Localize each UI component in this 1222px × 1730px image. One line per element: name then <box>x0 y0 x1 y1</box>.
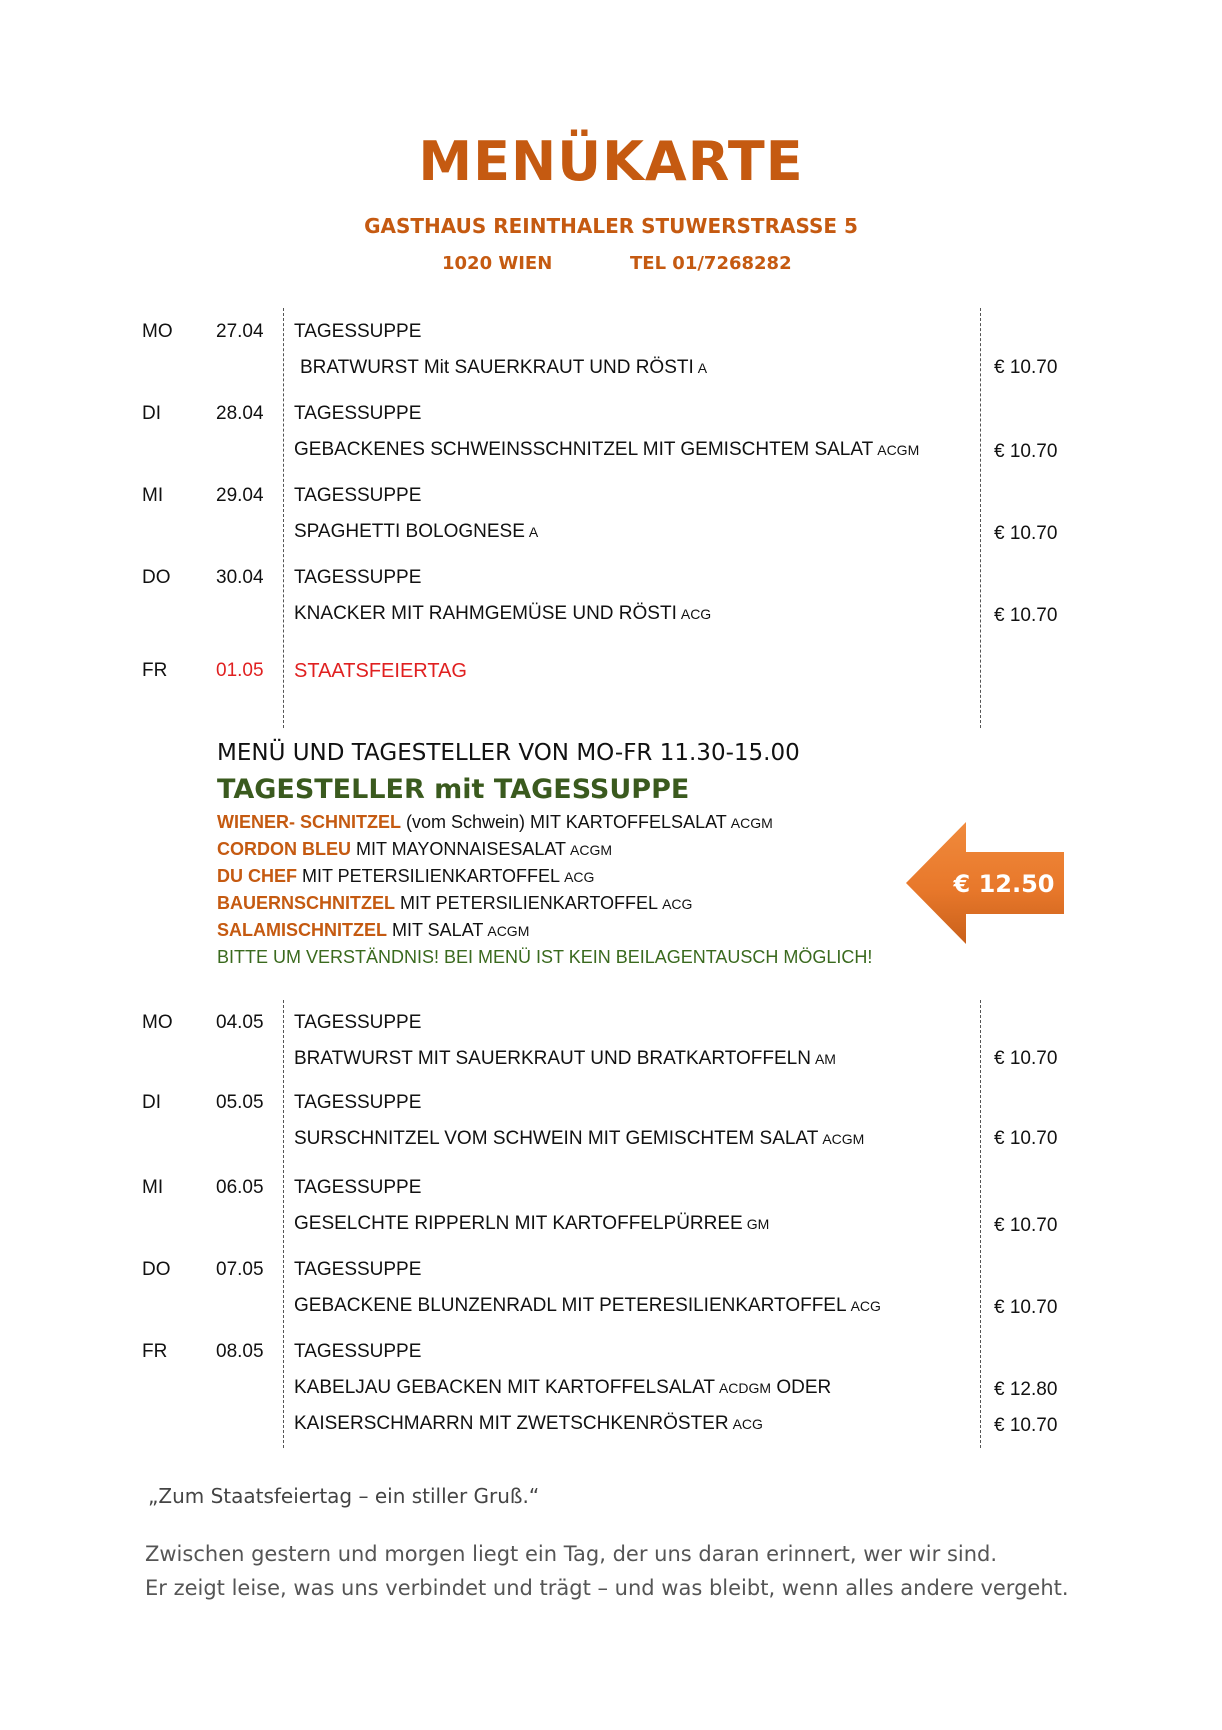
allergen-codes: ACG <box>564 869 595 885</box>
dish-name: SURSCHNITZEL VOM SCHWEIN MIT GEMISCHTEM SALAT <box>294 1128 819 1149</box>
weekday: DI <box>142 403 161 424</box>
dish-name: GESELCHTE RIPPERLN MIT KARTOFFELPÜRREE <box>294 1213 743 1234</box>
menu-item <box>217 839 977 866</box>
dish-name: BRATWURST Mit SAUERKRAUT UND RÖSTI <box>300 357 694 378</box>
holiday-text-line-2: Er zeigt leise, was uns verbindet und trägt – und was bleibt, wenn alles andere vergeht. <box>145 1576 1069 1600</box>
date: 28.04 <box>216 403 264 424</box>
soup: TAGESSUPPE <box>294 567 422 588</box>
date: 27.04 <box>216 321 264 342</box>
allergen-codes: ACG <box>732 1416 763 1432</box>
weekday: FR <box>142 660 168 681</box>
price: € 10.70 <box>994 1215 1058 1236</box>
main-dish <box>294 603 711 625</box>
dish-conjunction: ODER <box>776 1377 832 1398</box>
main-dish <box>294 1377 831 1399</box>
price: € 10.70 <box>994 357 1058 378</box>
column-divider-right <box>980 308 981 728</box>
soup: TAGESSUPPE <box>294 1341 422 1362</box>
dish-name: GEBACKENE BLUNZENRADL MIT PETERESILIENKARTOFFEL <box>294 1295 847 1316</box>
menu-heading: TAGESTELLER mit TAGESSUPPE <box>217 774 690 805</box>
menu-item-name: DU CHEF <box>217 866 297 886</box>
restaurant-address: GASTHAUS REINTHALER STUWERSTRASSE 5 <box>364 214 858 238</box>
menu-item-name: CORDON BLEU <box>217 839 351 859</box>
date: 04.05 <box>216 1012 264 1033</box>
price: € 10.70 <box>994 1048 1058 1069</box>
weekday: MO <box>142 321 173 342</box>
price: € 10.70 <box>994 605 1058 626</box>
price: € 10.70 <box>994 1297 1058 1318</box>
menu-price: € 12.50 <box>953 870 1055 898</box>
menu-item-desc: MIT PETERSILIENKARTOFFEL <box>297 866 561 886</box>
soup: TAGESSUPPE <box>294 1259 422 1280</box>
allergen-codes: ACG <box>680 606 712 622</box>
allergen-codes: ACG <box>850 1298 881 1314</box>
dish-name: BRATWURST MIT SAUERKRAUT UND BRATKARTOFFELN <box>294 1048 811 1069</box>
column-divider-left <box>283 308 284 728</box>
date: 07.05 <box>216 1259 264 1280</box>
allergen-codes: ACDGM <box>718 1380 772 1396</box>
dish-name: GEBACKENES SCHWEINSSCHNITZEL MIT GEMISCHTEM SALAT <box>294 439 874 460</box>
weekday: MO <box>142 1012 173 1033</box>
menu-item-desc: (vom Schwein) MIT KARTOFFELSALAT <box>401 812 727 832</box>
main-dish <box>300 357 707 379</box>
dish-name: KAISERSCHMARRN MIT ZWETSCHKENRÖSTER <box>294 1413 729 1434</box>
holiday-quote: „Zum Staatsfeiertag – ein stiller Gruß.“ <box>148 1484 540 1508</box>
soup: TAGESSUPPE <box>294 321 422 342</box>
allergen-codes: ACGM <box>487 923 530 939</box>
allergen-codes: AM <box>814 1051 836 1067</box>
allergen-codes: ACGM <box>822 1131 865 1147</box>
dish-name: KABELJAU GEBACKEN MIT KARTOFFELSALAT <box>294 1377 715 1398</box>
soup: TAGESSUPPE <box>294 1092 422 1113</box>
date: 30.04 <box>216 567 264 588</box>
price: € 10.70 <box>994 523 1058 544</box>
allergen-codes: ACGM <box>877 442 920 458</box>
allergen-codes: A <box>697 360 708 376</box>
menu-item-desc: MIT PETERSILIENKARTOFFEL <box>395 893 659 913</box>
main-dish <box>294 1413 763 1435</box>
daily-menu-block <box>217 740 977 974</box>
date: 08.05 <box>216 1341 264 1362</box>
main-dish <box>294 1048 836 1070</box>
restaurant-phone: TEL 01/7268282 <box>630 253 792 274</box>
allergen-codes: ACGM <box>730 815 773 831</box>
weekday: MI <box>142 485 164 506</box>
main-dish <box>294 1128 864 1150</box>
menu-item-name: BAUERNSCHNITZEL <box>217 893 395 913</box>
allergen-codes: ACG <box>662 896 693 912</box>
menu-item <box>217 812 977 839</box>
main-dish <box>294 521 538 543</box>
restaurant-city: 1020 WIEN <box>442 253 553 274</box>
menu-item-name: WIENER- SCHNITZEL <box>217 812 401 832</box>
price: € 12.80 <box>994 1379 1058 1400</box>
price: € 10.70 <box>994 1415 1058 1436</box>
dish-name: KNACKER MIT RAHMGEMÜSE UND RÖSTI <box>294 603 677 624</box>
date: 01.05 <box>216 660 264 681</box>
soup: TAGESSUPPE <box>294 485 422 506</box>
menu-item <box>217 920 977 947</box>
menu-item-desc: MIT SALAT <box>387 920 484 940</box>
menu-item-desc: MIT MAYONNAISESALAT <box>351 839 567 859</box>
date: 06.05 <box>216 1177 264 1198</box>
soup: TAGESSUPPE <box>294 1177 422 1198</box>
menu-note: BITTE UM VERSTÄNDNIS! BEI MENÜ IST KEIN BEILAGENTAUSCH MÖGLICH! <box>217 947 873 967</box>
column-divider-left <box>283 1000 284 1448</box>
main-dish <box>294 1295 881 1317</box>
soup: TAGESSUPPE <box>294 1012 422 1033</box>
allergen-codes: ACGM <box>570 842 613 858</box>
holiday-label: STAATSFEIERTAG <box>294 660 467 682</box>
page-title: MENÜKARTE <box>418 130 804 193</box>
price: € 10.70 <box>994 441 1058 462</box>
price: € 10.70 <box>994 1128 1058 1149</box>
column-divider-right <box>980 1000 981 1448</box>
weekday: DO <box>142 1259 171 1280</box>
allergen-codes: GM <box>746 1216 770 1232</box>
menu-item <box>217 893 977 920</box>
holiday-text-line-1: Zwischen gestern und morgen liegt ein Tag, der uns daran erinnert, wer wir sind. <box>145 1542 998 1566</box>
date: 05.05 <box>216 1092 264 1113</box>
menu-item <box>217 866 977 893</box>
weekday: FR <box>142 1341 168 1362</box>
menu-item-name: SALAMISCHNITZEL <box>217 920 387 940</box>
weekday: DO <box>142 567 171 588</box>
main-dish <box>294 1213 769 1235</box>
menu-hours: MENÜ UND TAGESTELLER VON MO-FR 11.30-15.00 <box>217 740 800 766</box>
main-dish <box>294 439 919 461</box>
weekday: MI <box>142 1177 164 1198</box>
dish-name: SPAGHETTI BOLOGNESE <box>294 521 525 542</box>
soup: TAGESSUPPE <box>294 403 422 424</box>
weekday: DI <box>142 1092 161 1113</box>
date: 29.04 <box>216 485 264 506</box>
allergen-codes: A <box>528 524 539 540</box>
